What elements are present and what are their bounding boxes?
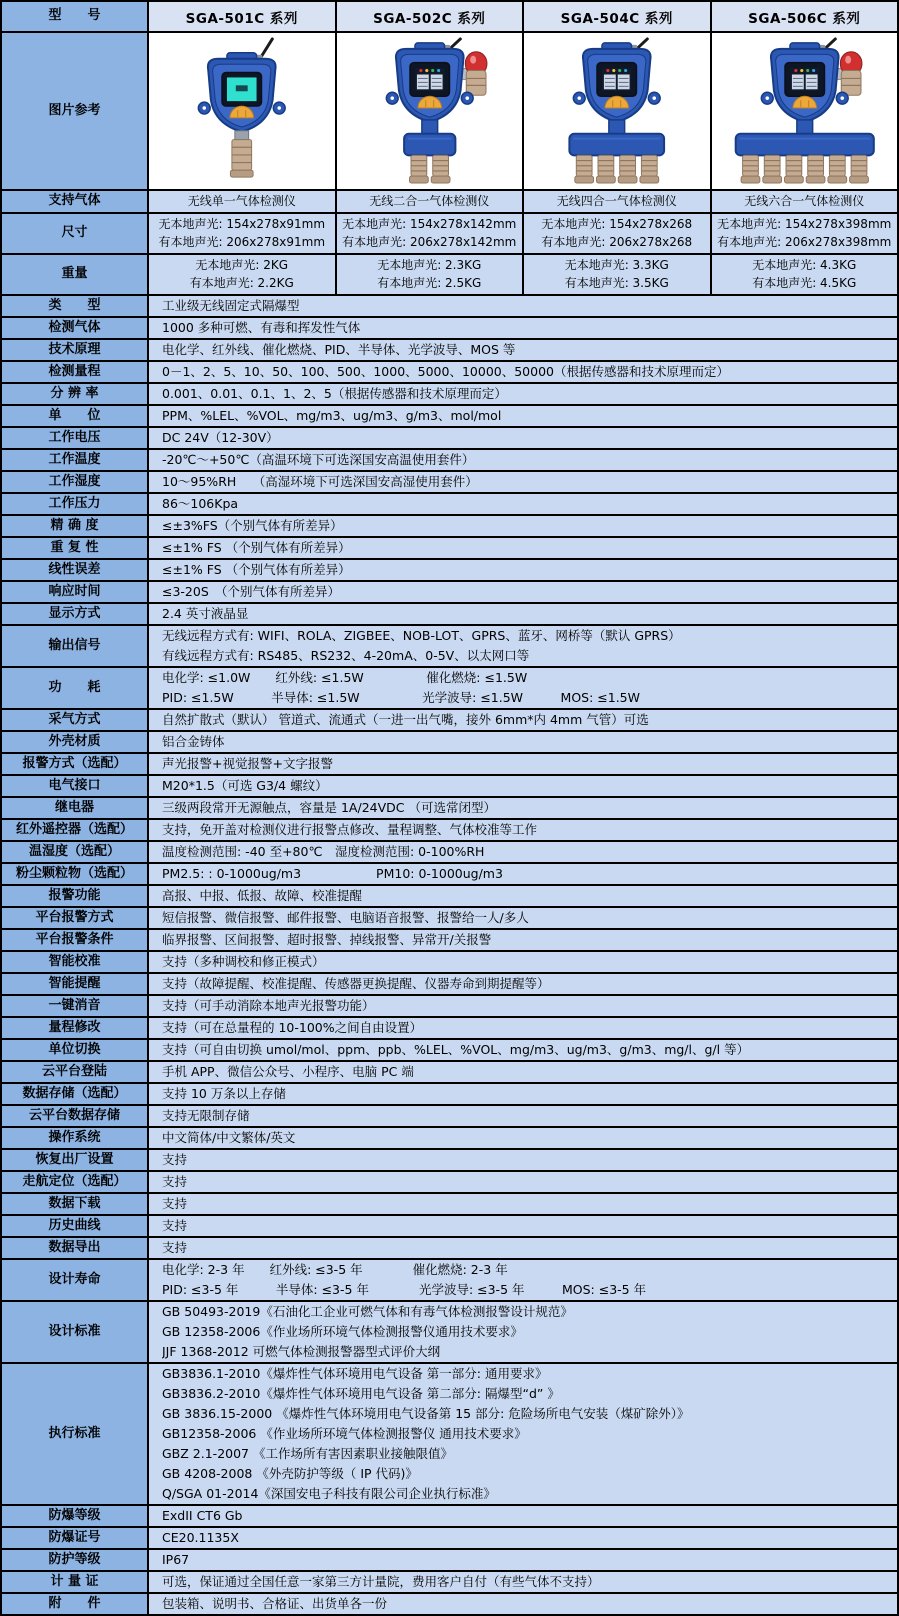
row-label: 精 确 度: [2, 516, 149, 536]
row-label: 走航定位（选配）: [2, 1172, 149, 1192]
table-row: [2, 316, 897, 338]
table-row: [2, 470, 897, 492]
spec-value: 铝合金铸体: [162, 734, 225, 749]
row-content: [149, 296, 897, 316]
row-content: [149, 886, 897, 906]
spec-value: GB 50493-2019《石油化工企业可燃气体和有毒气体检测报警设计规范》: [162, 1304, 573, 1319]
row-label: 量程修改: [2, 1018, 149, 1038]
spec-value: 支持: [162, 1152, 188, 1167]
spec-cell: [337, 191, 525, 212]
row-label: 尺寸: [2, 214, 149, 253]
table-row: [2, 994, 897, 1016]
spec-value: 工业级无线固定式隔爆型: [162, 298, 300, 313]
table-row: [2, 1126, 897, 1148]
row-label: 防爆证号: [2, 1528, 149, 1548]
spec-value: 临界报警、区间报警、超时报警、掉线报警、异常开/关报警: [162, 932, 492, 947]
spec-value: GB12358-2006 《作业场所环境气体检测报警仪 通用技术要求》: [162, 1426, 527, 1441]
spec-cell: [149, 255, 337, 294]
row-content: [149, 516, 897, 536]
table-row: [2, 1214, 897, 1236]
spec-value: 1000 多种可燃、有毒和挥发性气体: [162, 320, 361, 335]
table-row: [2, 1526, 897, 1548]
table-row: [2, 1148, 897, 1170]
row-label: 平台报警条件: [2, 930, 149, 950]
table-row: [2, 1300, 897, 1362]
row-content: [149, 1128, 897, 1148]
spec-value: 自然扩散式（默认） 管道式、流通式（一进一出气嘴，接外 6mm*内 4mm 气管）可选: [162, 712, 649, 727]
spec-value: GB 3836.15-2000 《爆炸性气体环境用电气设备第 15 部分: 危险场所电气安装（煤矿除外）》: [162, 1406, 690, 1421]
row-content: [149, 776, 897, 796]
table-row: [2, 294, 897, 316]
spec-value: 支持: [162, 1196, 188, 1211]
row-label: 类 型: [2, 296, 149, 316]
row-content: [149, 494, 897, 514]
row-content: [149, 996, 897, 1016]
spec-value: CE20.1135X: [162, 1530, 239, 1545]
row-label: 显示方式: [2, 604, 149, 624]
row-content: [149, 1260, 897, 1300]
spec-cell: [149, 214, 337, 253]
spec-value: GB 12358-2006《作业场所环境气体检测报警仪通用技术要求》: [162, 1324, 523, 1339]
row-content: [149, 538, 897, 558]
row-label: 报警方式（选配）: [2, 754, 149, 774]
spec-value: 有本地声光: 3.5KG: [564, 276, 669, 290]
row-label: 线性误差: [2, 560, 149, 580]
gas-detector-illustration: [149, 33, 335, 189]
spec-cell: [337, 255, 525, 294]
row-content: [149, 450, 897, 470]
spec-value: ≤3-20S （个别气体有所差异）: [162, 584, 341, 599]
spec-value: 有线远程方式有: RS485、RS232、4-20mA、0-5V、以太网口等: [162, 648, 530, 663]
row-label: 设计标准: [2, 1302, 149, 1362]
table-row: [2, 840, 897, 862]
row-content: [149, 754, 897, 774]
table-row: [2, 928, 897, 950]
product-image-sga-502c: [337, 33, 525, 189]
row-content: [149, 1062, 897, 1082]
table-row: [2, 602, 897, 624]
table-row: [2, 906, 897, 928]
table-row: [2, 1362, 897, 1504]
table-row: [2, 448, 897, 470]
spec-value: -20℃～+50℃（高温环境下可选深国安高温使用套件）: [162, 452, 475, 467]
row-content: [149, 626, 897, 666]
row-content: [149, 1018, 897, 1038]
row-label: 响应时间: [2, 582, 149, 602]
table-row: [2, 492, 897, 514]
table-row: [2, 1236, 897, 1258]
spec-value: ≤±3%FS（个别气体有所差异）: [162, 518, 343, 533]
row-content: [149, 428, 897, 448]
spec-value: 有本地声光: 4.5KG: [752, 276, 857, 290]
row-label: 分 辨 率: [2, 384, 149, 404]
spec-value: 无本地声光: 2KG: [195, 258, 289, 272]
row-label: 检测量程: [2, 362, 149, 382]
gas-detector-illustration: [524, 33, 710, 189]
spec-value: 无本地声光: 154x278x142mm: [342, 217, 517, 231]
spec-value: 有本地声光: 206x278x142mm: [342, 235, 517, 249]
table-row: [2, 708, 897, 730]
spec-value: ExdII CT6 Gb: [162, 1508, 243, 1523]
row-label: 平台报警方式: [2, 908, 149, 928]
row-label: 执行标准: [2, 1364, 149, 1504]
table-row: [2, 1504, 897, 1526]
spec-value: ≤±1% FS （个别气体有所差异）: [162, 540, 351, 555]
row-content: [149, 710, 897, 730]
spec-value: ≤±1% FS （个别气体有所差异）: [162, 562, 351, 577]
row-label: 云平台登陆: [2, 1062, 149, 1082]
row-label: 工作温度: [2, 450, 149, 470]
table-row: [2, 818, 897, 840]
header-model-label: 型 号: [2, 2, 149, 31]
row-label: 设计寿命: [2, 1260, 149, 1300]
row-content: [149, 798, 897, 818]
table-row: [2, 1570, 897, 1592]
row-label: 继电器: [2, 798, 149, 818]
row-content: [149, 1550, 897, 1570]
row-label: 操作系统: [2, 1128, 149, 1148]
table-row: [2, 1038, 897, 1060]
table-row: [2, 514, 897, 536]
table-row: [2, 1104, 897, 1126]
spec-value: 有本地声光: 206x278x268: [541, 235, 693, 249]
spec-value: 支持，免开盖对检测仪进行报警点修改、量程调整、气体校准等工作: [162, 822, 538, 837]
row-content: [149, 362, 897, 382]
row-label: 采气方式: [2, 710, 149, 730]
spec-value: GB3836.1-2010《爆炸性气体环境用电气设备 第一部分: 通用要求》: [162, 1366, 548, 1381]
table-row: [2, 1592, 897, 1614]
table-row: [2, 1016, 897, 1038]
row-label: 防护等级: [2, 1550, 149, 1570]
spec-value: 无本地声光: 154x278x91mm: [158, 217, 326, 231]
table-row: [2, 338, 897, 360]
spec-value: 无线六合一气体检测仪: [744, 194, 865, 208]
row-content: [149, 1302, 897, 1362]
table-row: [2, 426, 897, 448]
spec-value: 支持无限制存储: [162, 1108, 250, 1123]
spec-value: 支持（可在总量程的 10-100%之间自由设置）: [162, 1020, 423, 1035]
row-label: 数据下载: [2, 1194, 149, 1214]
row-content: [149, 1528, 897, 1548]
header-sga-501c: SGA-501C 系列: [149, 2, 337, 31]
row-content: [149, 1106, 897, 1126]
row-content: [149, 908, 897, 928]
spec-value: 0－1、2、5、10、50、100、500、1000、5000、10000、50000（根据传感器和技术原理而定）: [162, 364, 729, 379]
table-row: [2, 624, 897, 666]
row-label: 电气接口: [2, 776, 149, 796]
row-label: 防爆等级: [2, 1506, 149, 1526]
spec-value: DC 24V（12-30V）: [162, 430, 279, 445]
table-row: [2, 796, 897, 818]
product-image-sga-501c: [149, 33, 337, 189]
spec-value: 有本地声光: 2.2KG: [189, 276, 294, 290]
table-row: [2, 1192, 897, 1214]
table-row: [2, 730, 897, 752]
spec-value: 支持（多种调校和修正模式）: [162, 954, 325, 969]
spec-value: 2.4 英寸液晶显: [162, 606, 249, 621]
image-row-label: 图片参考: [2, 33, 149, 189]
spec-cell: [524, 191, 712, 212]
table-row: [2, 1548, 897, 1570]
spec-value: 包装箱、说明书、合格证、出货单各一份: [162, 1596, 388, 1611]
row-content: [149, 668, 897, 708]
spec-cell: [712, 255, 898, 294]
table-row: [2, 774, 897, 796]
spec-value: 有本地声光: 206x278x91mm: [158, 235, 326, 249]
row-label: 工作电压: [2, 428, 149, 448]
spec-value: GB 4208-2008 《外壳防护等级（ IP 代码)》: [162, 1466, 418, 1481]
gas-detector-illustration: [337, 33, 523, 189]
row-label: 单 位: [2, 406, 149, 426]
row-label: 红外遥控器（选配）: [2, 820, 149, 840]
table-row: [2, 189, 897, 212]
spec-value: 支持: [162, 1218, 188, 1233]
spec-value: 支持: [162, 1174, 188, 1189]
spec-cell: [524, 214, 712, 253]
spec-value: 三级两段常开无源触点，容量是 1A/24VDC （可选常闭型）: [162, 800, 496, 815]
row-label: 工作湿度: [2, 472, 149, 492]
spec-value: JJF 1368-2012 可燃气体检测报警器型式评价大纲: [162, 1344, 441, 1359]
spec-value: 10～95%RH （高湿环境下可选深国安高湿使用套件）: [162, 474, 478, 489]
spec-value: 0.001、0.01、0.1、1、2、5（根据传感器和技术原理而定）: [162, 386, 507, 401]
row-label: 支持气体: [2, 191, 149, 212]
gas-detector-illustration: [712, 33, 898, 189]
spec-value: 86～106Kpa: [162, 496, 239, 511]
spec-value: 无线二合一气体检测仪: [369, 194, 490, 208]
spec-value: 有本地声光: 206x278x398mm: [717, 235, 892, 249]
spec-value: M20*1.5（可选 G3/4 螺纹）: [162, 778, 328, 793]
row-content: [149, 1084, 897, 1104]
row-content: [149, 1364, 897, 1504]
table-row: [2, 1082, 897, 1104]
grid-rows: [2, 189, 897, 294]
row-label: 数据导出: [2, 1238, 149, 1258]
table-row: [2, 536, 897, 558]
spec-value: 无本地声光: 4.3KG: [752, 258, 857, 272]
spec-value: PID: ≤3-5 年 半导体: ≤3-5 年 光学波导: ≤3-5 年 MOS: ≤3-5 年: [162, 1282, 647, 1297]
spec-value: 电化学、红外线、催化燃烧、PID、半导体、光学波导、MOS 等: [162, 342, 516, 357]
row-label: 附 件: [2, 1594, 149, 1614]
row-content: [149, 842, 897, 862]
spec-cell: [712, 191, 898, 212]
spec-value: 支持（可手动消除本地声光报警功能）: [162, 998, 375, 1013]
spec-value: 支持: [162, 1240, 188, 1255]
table-row: [2, 360, 897, 382]
row-content: [149, 974, 897, 994]
spec-value: PPM、%LEL、%VOL、mg/m3、ug/m3、g/m3、mol/mol: [162, 408, 502, 423]
spec-value: 无本地声光: 3.3KG: [564, 258, 669, 272]
row-label: 温湿度（选配）: [2, 842, 149, 862]
spec-value: 短信报警、微信报警、邮件报警、电脑语音报警、报警给一人/多人: [162, 910, 529, 925]
spec-value: 无线四合一气体检测仪: [556, 194, 677, 208]
row-content: [149, 560, 897, 580]
header-sga-506c: SGA-506C 系列: [712, 2, 898, 31]
spec-value: 无线远程方式有: WIFI、ROLA、ZIGBEE、NOB-LOT、GPRS、蓝牙、网桥等（默认 GPRS）: [162, 628, 681, 643]
spec-rows: [2, 294, 897, 1614]
row-label: 功 耗: [2, 668, 149, 708]
spec-cell: [524, 255, 712, 294]
spec-value: 电化学: ≤1.0W 红外线: ≤1.5W 催化燃烧: ≤1.5W: [162, 670, 528, 685]
table-row: [2, 1060, 897, 1082]
table-row: [2, 1258, 897, 1300]
spec-value: 电化学: 2-3 年 红外线: ≤3-5 年 催化燃烧: 2-3 年: [162, 1262, 508, 1277]
product-images: [149, 33, 897, 189]
row-label: 智能校准: [2, 952, 149, 972]
spec-value: GBZ 2.1-2007 《工作场所有害因素职业接触限值》: [162, 1446, 453, 1461]
row-content: [149, 820, 897, 840]
row-content: [149, 1216, 897, 1236]
row-content: [149, 952, 897, 972]
row-label: 恢复出厂设置: [2, 1150, 149, 1170]
row-label: 工作压力: [2, 494, 149, 514]
spec-value: 支持（故障提醒、校准提醒、传感器更换提醒、仪器寿命到期提醒等）: [162, 976, 550, 991]
spec-value: 手机 APP、微信公众号、小程序、电脑 PC 端: [162, 1064, 414, 1079]
row-label: 技术原理: [2, 340, 149, 360]
row-label: 输出信号: [2, 626, 149, 666]
row-content: [149, 1172, 897, 1192]
row-content: [149, 732, 897, 752]
header-sga-504c: SGA-504C 系列: [524, 2, 712, 31]
table-row: [2, 580, 897, 602]
row-content: [149, 1572, 897, 1592]
spec-cell: [149, 191, 337, 212]
spec-value: 声光报警+视觉报警+文字报警: [162, 756, 333, 771]
table-row: [2, 212, 897, 253]
table-row: [2, 950, 897, 972]
row-label: 重量: [2, 255, 149, 294]
row-label: 云平台数据存储: [2, 1106, 149, 1126]
row-content: [149, 604, 897, 624]
spec-value: 无本地声光: 2.3KG: [377, 258, 482, 272]
spec-value: 无线单一气体检测仪: [187, 194, 296, 208]
table-row: [2, 972, 897, 994]
spec-cell: [712, 214, 898, 253]
row-content: [149, 1040, 897, 1060]
spec-value: PM2.5: : 0-1000ug/m3 PM10: 0-1000ug/m3: [162, 866, 503, 881]
header-sga-502c: SGA-502C 系列: [337, 2, 525, 31]
table-row: [2, 382, 897, 404]
spec-value: 高报、中报、低报、故障、校准提醒: [162, 888, 363, 903]
product-image-sga-506c: [712, 33, 898, 189]
spec-value: IP67: [162, 1552, 190, 1567]
table-row: [2, 404, 897, 426]
table-row: [2, 558, 897, 580]
spec-cell: [337, 214, 525, 253]
spec-value: PID: ≤1.5W 半导体: ≤1.5W 光学波导: ≤1.5W MOS: ≤1.5W: [162, 690, 640, 705]
table-row: [2, 1170, 897, 1192]
spec-value: 中文简体/中文繁体/英文: [162, 1130, 296, 1145]
table-row: [2, 884, 897, 906]
spec-value: 支持（可自由切换 umol/mol、ppm、ppb、%LEL、%VOL、mg/m3、ug/m3、g/m3、mg/l、g/l 等）: [162, 1042, 750, 1057]
table-row: [2, 666, 897, 708]
row-content: [149, 340, 897, 360]
row-content: [149, 472, 897, 492]
row-label: 数据存储（选配）: [2, 1084, 149, 1104]
row-label: 报警功能: [2, 886, 149, 906]
table-row: [2, 862, 897, 884]
row-content: [149, 1194, 897, 1214]
table-row: [2, 253, 897, 294]
row-label: 计 量 证: [2, 1572, 149, 1592]
row-label: 外壳材质: [2, 732, 149, 752]
row-label: 检测气体: [2, 318, 149, 338]
row-content: [149, 582, 897, 602]
row-content: [149, 1594, 897, 1614]
table-row: [2, 752, 897, 774]
image-row: [2, 31, 897, 189]
spec-value: 可选，保证通过全国任意一家第三方计量院，费用客户自付（有些气体不支持）: [162, 1574, 600, 1589]
row-content: [149, 384, 897, 404]
row-content: [149, 930, 897, 950]
spec-value: 有本地声光: 2.5KG: [377, 276, 482, 290]
row-label: 单位切换: [2, 1040, 149, 1060]
row-label: 历史曲线: [2, 1216, 149, 1236]
row-content: [149, 1150, 897, 1170]
row-content: [149, 318, 897, 338]
header-row: [2, 2, 897, 31]
row-label: 粉尘颗粒物（选配）: [2, 864, 149, 884]
spec-value: GB3836.2-2010《爆炸性气体环境用电气设备 第二部分: 隔爆型“d” 》: [162, 1386, 560, 1401]
row-content: [149, 864, 897, 884]
spec-value: Q/SGA 01-2014《深国安电子科技有限公司企业执行标准》: [162, 1486, 496, 1501]
spec-value: 无本地声光: 154x278x268: [541, 217, 693, 231]
row-content: [149, 406, 897, 426]
row-content: [149, 1506, 897, 1526]
row-label: 重 复 性: [2, 538, 149, 558]
spec-value: 支持 10 万条以上存储: [162, 1086, 286, 1101]
row-label: 智能提醒: [2, 974, 149, 994]
product-image-sga-504c: [524, 33, 712, 189]
spec-value: 温度检测范围: -40 至+80℃ 湿度检测范围: 0-100%RH: [162, 844, 485, 859]
spec-value: 无本地声光: 154x278x398mm: [717, 217, 892, 231]
row-content: [149, 1238, 897, 1258]
row-label: 一键消音: [2, 996, 149, 1016]
